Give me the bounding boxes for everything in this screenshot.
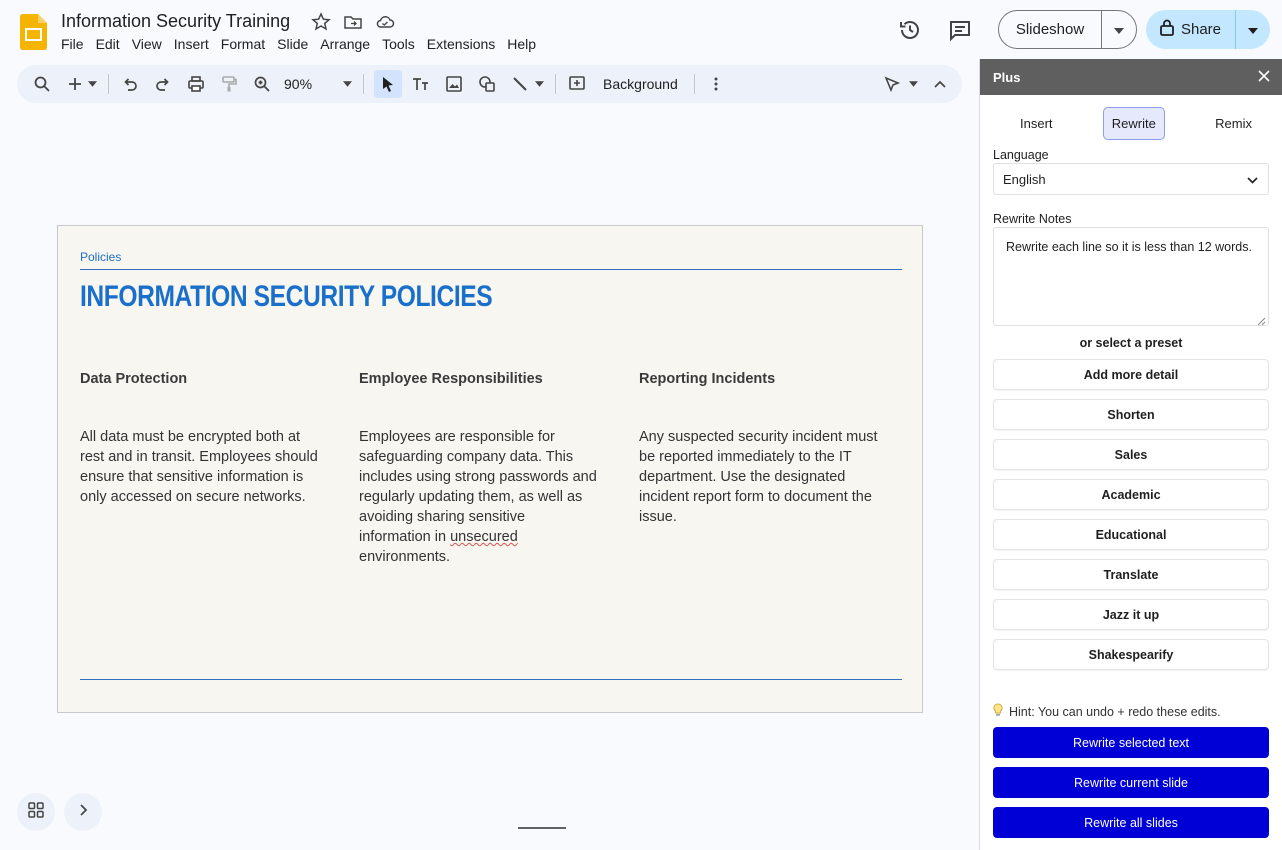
cloud-status-icon[interactable]	[375, 12, 395, 32]
column-heading: Employee Responsibilities	[359, 371, 543, 387]
preset-translate-button[interactable]: Translate	[993, 559, 1269, 590]
zoom-dropdown-icon[interactable]	[342, 73, 352, 95]
column-body: Any suspected security incident must be reported immediately to the IT department. Use the designated incident report form to document the issue.	[639, 429, 878, 525]
column-body: All data must be encrypted both at rest and in transit. Employees should ensure that sensitive information is only accessed on secure networks.	[80, 429, 318, 505]
more-options-icon[interactable]	[705, 73, 727, 95]
document-title[interactable]: Information Security Training	[61, 11, 291, 31]
new-slide-icon[interactable]	[64, 73, 86, 95]
menu-file[interactable]: File	[61, 36, 84, 52]
hint-text	[993, 703, 1221, 720]
grid-view-button[interactable]	[17, 793, 55, 831]
menu-slide[interactable]: Slide	[277, 36, 309, 52]
select-cursor-icon[interactable]	[374, 70, 402, 98]
lock-icon	[1160, 19, 1174, 40]
column-body-start: Employees are responsible for safeguarding company data. This includes using strong passwords and regularly updating them, as well as avoiding sharing sensitive information in	[359, 429, 597, 545]
panel-title: Plus	[993, 69, 1021, 85]
star-icon[interactable]	[311, 12, 331, 32]
slideshow-button[interactable]: Slideshow	[999, 11, 1102, 48]
toolbar-divider	[108, 74, 109, 94]
preset-shorten-button[interactable]: Shorten	[993, 399, 1269, 430]
column-heading: Reporting Incidents	[639, 371, 776, 387]
slideshow-dropdown[interactable]	[1102, 11, 1136, 48]
toolbar	[17, 65, 962, 103]
slideshow-button-group	[998, 10, 1137, 49]
tab-remix[interactable]: Remix	[1215, 116, 1252, 131]
menu-extensions[interactable]: Extensions	[426, 36, 496, 52]
move-folder-icon[interactable]	[343, 12, 363, 32]
menu-tools[interactable]: Tools	[382, 36, 415, 52]
slides-logo-icon[interactable]	[20, 14, 47, 50]
print-icon[interactable]	[185, 73, 207, 95]
shape-icon[interactable]	[476, 73, 498, 95]
language-label: Language	[993, 148, 1049, 162]
menu-help[interactable]: Help	[507, 36, 537, 52]
toolbar-divider	[694, 74, 695, 94]
undo-icon[interactable]	[119, 73, 141, 95]
menu-bar	[61, 36, 548, 52]
spellcheck-flagged-word[interactable]: unsecured	[450, 529, 518, 545]
show-filmstrip-button[interactable]	[64, 793, 102, 831]
close-icon[interactable]	[1258, 70, 1270, 85]
share-button-group	[1146, 10, 1270, 49]
rewrite-all-slides-button[interactable]: Rewrite all slides	[993, 807, 1269, 838]
rewrite-notes-value: Rewrite each line so it is less than 12 words.	[1006, 240, 1252, 254]
column-body	[359, 427, 599, 567]
resize-handle-icon[interactable]	[1256, 313, 1266, 323]
column-body-end: environments.	[359, 549, 451, 565]
toolbar-divider	[555, 74, 556, 94]
toolbar-divider	[363, 74, 364, 94]
preset-academic-button[interactable]: Academic	[993, 479, 1269, 510]
menu-edit[interactable]: Edit	[95, 36, 120, 52]
add-comment-icon[interactable]	[566, 73, 588, 95]
version-history-icon[interactable]	[898, 18, 922, 42]
preset-sales-button[interactable]: Sales	[993, 439, 1269, 470]
tab-insert[interactable]: Insert	[1020, 116, 1053, 131]
lightbulb-icon	[993, 703, 1003, 720]
preset-shakespearify-button[interactable]: Shakespearify	[993, 639, 1269, 670]
insert-image-icon[interactable]	[443, 73, 465, 95]
slide-kicker[interactable]: Policies	[80, 250, 122, 264]
menu-view[interactable]: View	[131, 36, 162, 52]
language-value: English	[1003, 171, 1046, 187]
slide-canvas[interactable]	[57, 225, 923, 713]
caret-down-icon	[1114, 21, 1124, 39]
speaker-notes-drag-handle[interactable]	[518, 827, 566, 829]
new-slide-dropdown-icon[interactable]	[87, 73, 97, 95]
chevron-right-icon	[78, 803, 88, 821]
comments-icon[interactable]	[948, 18, 972, 42]
slide-column-reporting-incidents[interactable]	[639, 371, 879, 527]
preset-label: or select a preset	[1079, 336, 1183, 350]
menu-format[interactable]: Format	[220, 36, 266, 52]
rewrite-selected-text-button[interactable]: Rewrite selected text	[993, 727, 1269, 758]
hint-label: Hint: You can undo + redo these edits.	[1009, 704, 1221, 719]
slide-title[interactable]: INFORMATION SECURITY POLICIES	[80, 280, 493, 313]
share-button[interactable]	[1146, 10, 1236, 49]
slide-divider-top	[80, 269, 902, 270]
language-select[interactable]	[993, 163, 1269, 195]
rewrite-notes-label: Rewrite Notes	[993, 212, 1072, 226]
zoom-icon[interactable]	[251, 73, 273, 95]
chevron-down-icon	[1247, 172, 1258, 187]
grid-icon	[28, 802, 44, 823]
caret-down-icon	[1248, 21, 1258, 39]
search-menus-icon[interactable]	[31, 73, 53, 95]
line-dropdown-icon[interactable]	[534, 73, 544, 95]
rewrite-current-slide-button[interactable]: Rewrite current slide	[993, 767, 1269, 798]
share-label: Share	[1180, 21, 1222, 38]
preset-jazz-it-up-button[interactable]: Jazz it up	[993, 599, 1269, 630]
slide-divider-bottom	[80, 679, 902, 680]
pointer-mode-icon[interactable]	[881, 73, 903, 95]
panel-tabs	[993, 107, 1269, 140]
menu-arrange[interactable]: Arrange	[320, 36, 371, 52]
panel-header	[980, 59, 1282, 95]
pointer-dropdown-icon[interactable]	[908, 73, 918, 95]
rewrite-notes-textarea[interactable]	[993, 227, 1269, 326]
paint-format-icon[interactable]	[218, 73, 240, 95]
preset-add-more-detail-button[interactable]: Add more detail	[993, 359, 1269, 390]
zoom-level[interactable]: 90%	[284, 76, 313, 92]
text-box-icon[interactable]	[410, 73, 432, 95]
share-dropdown[interactable]	[1236, 10, 1270, 49]
collapse-toolbar-icon[interactable]	[929, 73, 951, 95]
slide-column-employee-responsibilities[interactable]	[359, 371, 599, 567]
plus-side-panel	[979, 59, 1282, 850]
slide-column-data-protection[interactable]	[80, 371, 320, 507]
menu-insert[interactable]: Insert	[173, 36, 209, 52]
redo-icon[interactable]	[152, 73, 174, 95]
column-heading: Data Protection	[80, 371, 188, 387]
background-button[interactable]: Background	[603, 76, 678, 92]
line-icon[interactable]	[509, 73, 531, 95]
preset-educational-button[interactable]: Educational	[993, 519, 1269, 550]
tab-rewrite[interactable]: Rewrite	[1103, 107, 1165, 140]
